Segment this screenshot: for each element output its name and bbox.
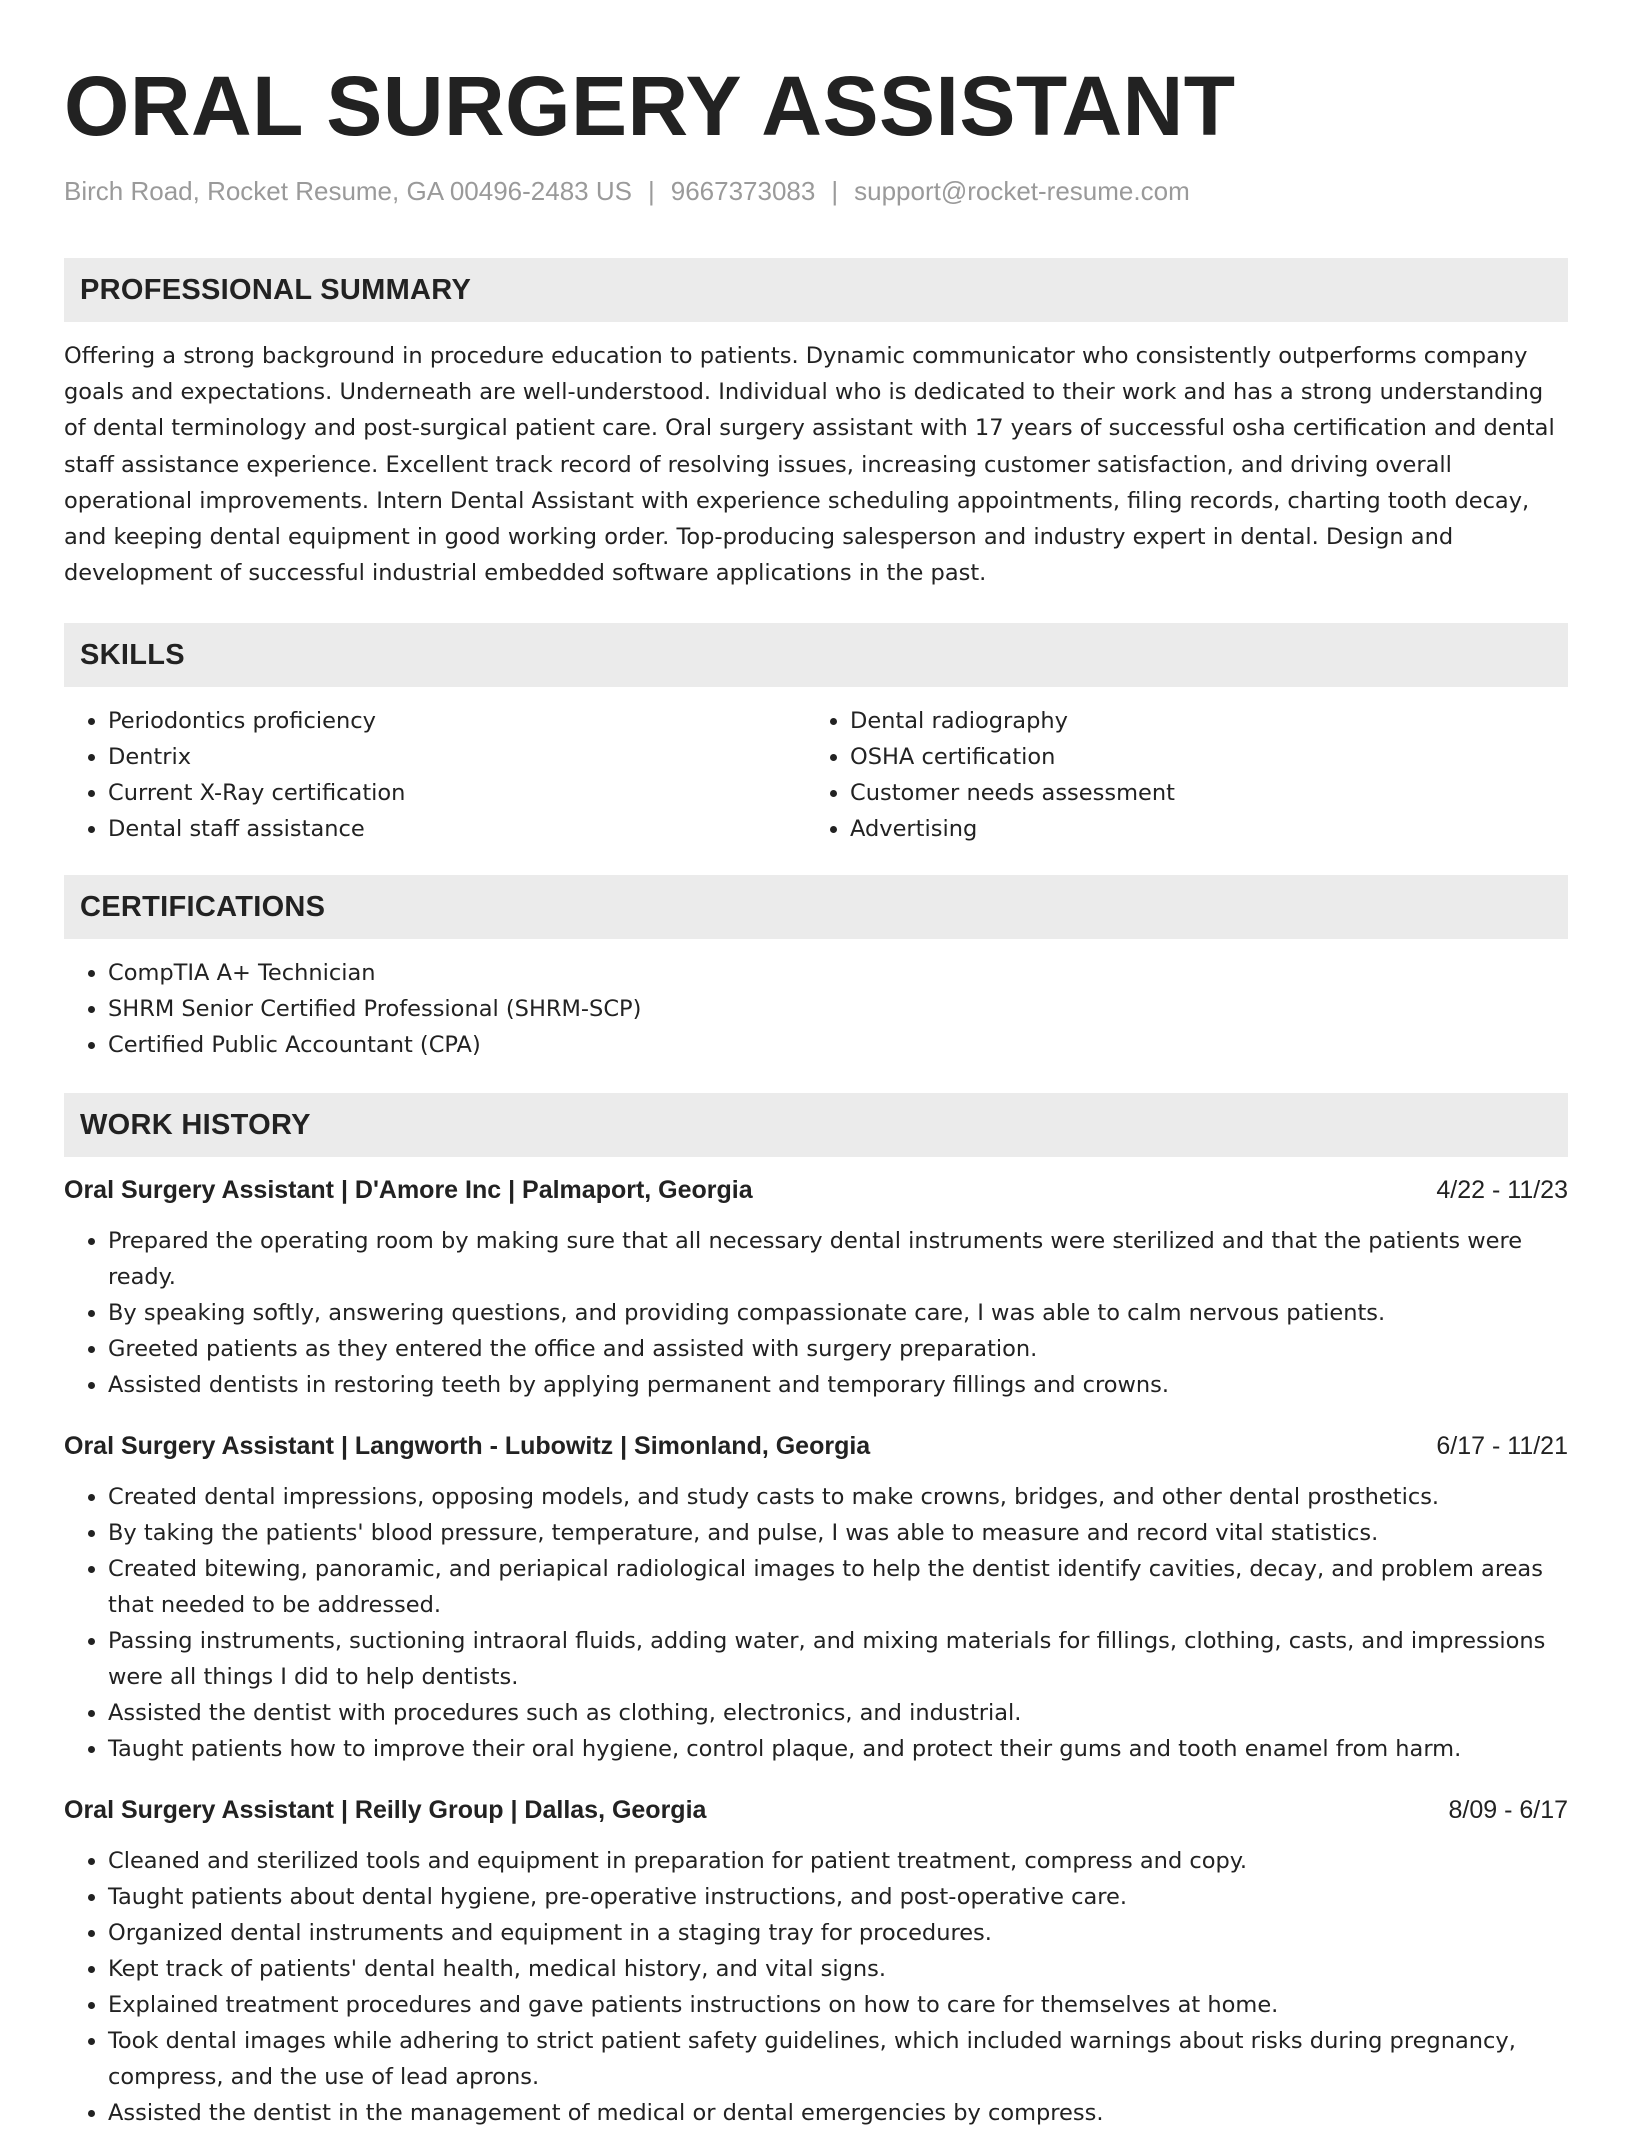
job-bullet: • Explained treatment procedures and gave patients instructions on how to care for themselves at home. bbox=[108, 1987, 1568, 2023]
job-bullet: • Organized dental instruments and equipment in a staging tray for procedures. bbox=[108, 1915, 1568, 1951]
job-bullet: • Prepared the operating room by making sure that all necessary dental instruments were sterilized and that the patients were ready. bbox=[108, 1223, 1568, 1295]
skills-list-right bbox=[806, 703, 1548, 847]
job-title: Oral Surgery Assistant | D'Amore Inc | Palmaport, Georgia bbox=[64, 1176, 753, 1205]
job-bullet-list bbox=[64, 1223, 1568, 1403]
section-heading-summary: PROFESSIONAL SUMMARY bbox=[64, 258, 1568, 322]
contact-address: Birch Road, Rocket Resume, GA 00496-2483 US bbox=[64, 176, 632, 206]
certification-item: • Certified Public Accountant (CPA) bbox=[108, 1027, 1568, 1063]
skill-item: • Advertising bbox=[850, 811, 1548, 847]
job-bullet: • Taught patients how to improve their oral hygiene, control plaque, and protect their gums and tooth enamel from harm. bbox=[108, 1731, 1568, 1767]
section-heading-skills: SKILLS bbox=[64, 623, 1568, 687]
job-bullet-list bbox=[64, 1843, 1568, 2131]
job-bullet: • Assisted the dentist in the management of medical or dental emergencies by compress. bbox=[108, 2095, 1568, 2131]
job-entry bbox=[64, 1793, 1568, 2131]
summary-text: Offering a strong background in procedure education to patients. Dynamic communicator who consistently outperforms company goals and expectations. Underneath are well-understood. Individual who is dedicated to their work and has a strong understanding of dental terminology and post-surgical patient care. Oral surgery assistant with 17 years of successful osha certification and dental staff assistance experience. Excellent track record of resolving issues, increasing customer satisfaction, and driving overall operational improvements. Intern Dental Assistant with experience scheduling appointments, filing records, charting tooth decay, and keeping dental equipment in good working order. Top-producing salesperson and industry expert in dental. Design and development of successful industrial embedded software applications in the past. bbox=[64, 343, 1555, 587]
contact-line bbox=[64, 174, 1568, 208]
certification-item: • SHRM Senior Certified Professional (SHRM-SCP) bbox=[108, 991, 1568, 1027]
job-bullet: • Took dental images while adhering to strict patient safety guidelines, which included warnings about risks during pregnancy, compress, and the use of lead aprons. bbox=[108, 2023, 1568, 2095]
skill-item: • Dental radiography bbox=[850, 703, 1548, 739]
job-bullet-list bbox=[64, 1479, 1568, 1767]
job-bullet: • By taking the patients' blood pressure, temperature, and pulse, I was able to measure and record vital statistics. bbox=[108, 1515, 1568, 1551]
skills-columns bbox=[64, 703, 1568, 847]
job-dates: 4/22 - 11/23 bbox=[1436, 1176, 1568, 1205]
job-dates: 6/17 - 11/21 bbox=[1436, 1432, 1568, 1461]
skills-list-left bbox=[64, 703, 806, 847]
skill-item: • Periodontics proficiency bbox=[108, 703, 806, 739]
contact-separator: | bbox=[831, 176, 839, 206]
job-header bbox=[64, 1173, 1568, 1207]
certifications-list bbox=[64, 955, 1568, 1063]
skill-item: • Current X-Ray certification bbox=[108, 775, 806, 811]
job-bullet: • By speaking softly, answering questions, and providing compassionate care, I was able to calm nervous patients. bbox=[108, 1295, 1568, 1331]
job-bullet: • Taught patients about dental hygiene, pre-operative instructions, and post-operative care. bbox=[108, 1879, 1568, 1915]
section-heading-work-history: WORK HISTORY bbox=[64, 1093, 1568, 1157]
job-bullet: • Created dental impressions, opposing models, and study casts to make crowns, bridges, and other dental prosthetics. bbox=[108, 1479, 1568, 1515]
job-bullet: • Cleaned and sterilized tools and equipment in preparation for patient treatment, compress and copy. bbox=[108, 1843, 1568, 1879]
contact-phone: 9667373083 bbox=[670, 176, 816, 206]
job-title: Oral Surgery Assistant | Reilly Group | Dallas, Georgia bbox=[64, 1796, 707, 1825]
skill-item: • Dentrix bbox=[108, 739, 806, 775]
skill-item: • Customer needs assessment bbox=[850, 775, 1548, 811]
skill-item: • OSHA certification bbox=[850, 739, 1548, 775]
skill-item: • Dental staff assistance bbox=[108, 811, 806, 847]
contact-email: support@rocket-resume.com bbox=[854, 176, 1190, 206]
job-bullet: • Created bitewing, panoramic, and periapical radiological images to help the dentist identify cavities, decay, and problem areas that needed to be addressed. bbox=[108, 1551, 1568, 1623]
job-bullet: • Kept track of patients' dental health, medical history, and vital signs. bbox=[108, 1951, 1568, 1987]
job-bullet: • Greeted patients as they entered the office and assisted with surgery preparation. bbox=[108, 1331, 1568, 1367]
job-bullet: • Assisted dentists in restoring teeth by applying permanent and temporary fillings and crowns. bbox=[108, 1367, 1568, 1403]
job-header bbox=[64, 1793, 1568, 1827]
candidate-title: ORAL SURGERY ASSISTANT bbox=[64, 59, 1236, 153]
contact-separator: | bbox=[647, 176, 655, 206]
job-bullet: • Passing instruments, suctioning intraoral fluids, adding water, and mixing materials for fillings, clothing, casts, and impressions were all things I did to help dentists. bbox=[108, 1623, 1568, 1695]
job-bullet: • Assisted the dentist with procedures such as clothing, electronics, and industrial. bbox=[108, 1695, 1568, 1731]
job-dates: 8/09 - 6/17 bbox=[1448, 1796, 1568, 1825]
job-title: Oral Surgery Assistant | Langworth - Lubowitz | Simonland, Georgia bbox=[64, 1432, 871, 1461]
job-entry bbox=[64, 1429, 1568, 1767]
job-entry bbox=[64, 1173, 1568, 1403]
certification-item: • CompTIA A+ Technician bbox=[108, 955, 1568, 991]
job-header bbox=[64, 1429, 1568, 1463]
section-heading-certifications: CERTIFICATIONS bbox=[64, 875, 1568, 939]
